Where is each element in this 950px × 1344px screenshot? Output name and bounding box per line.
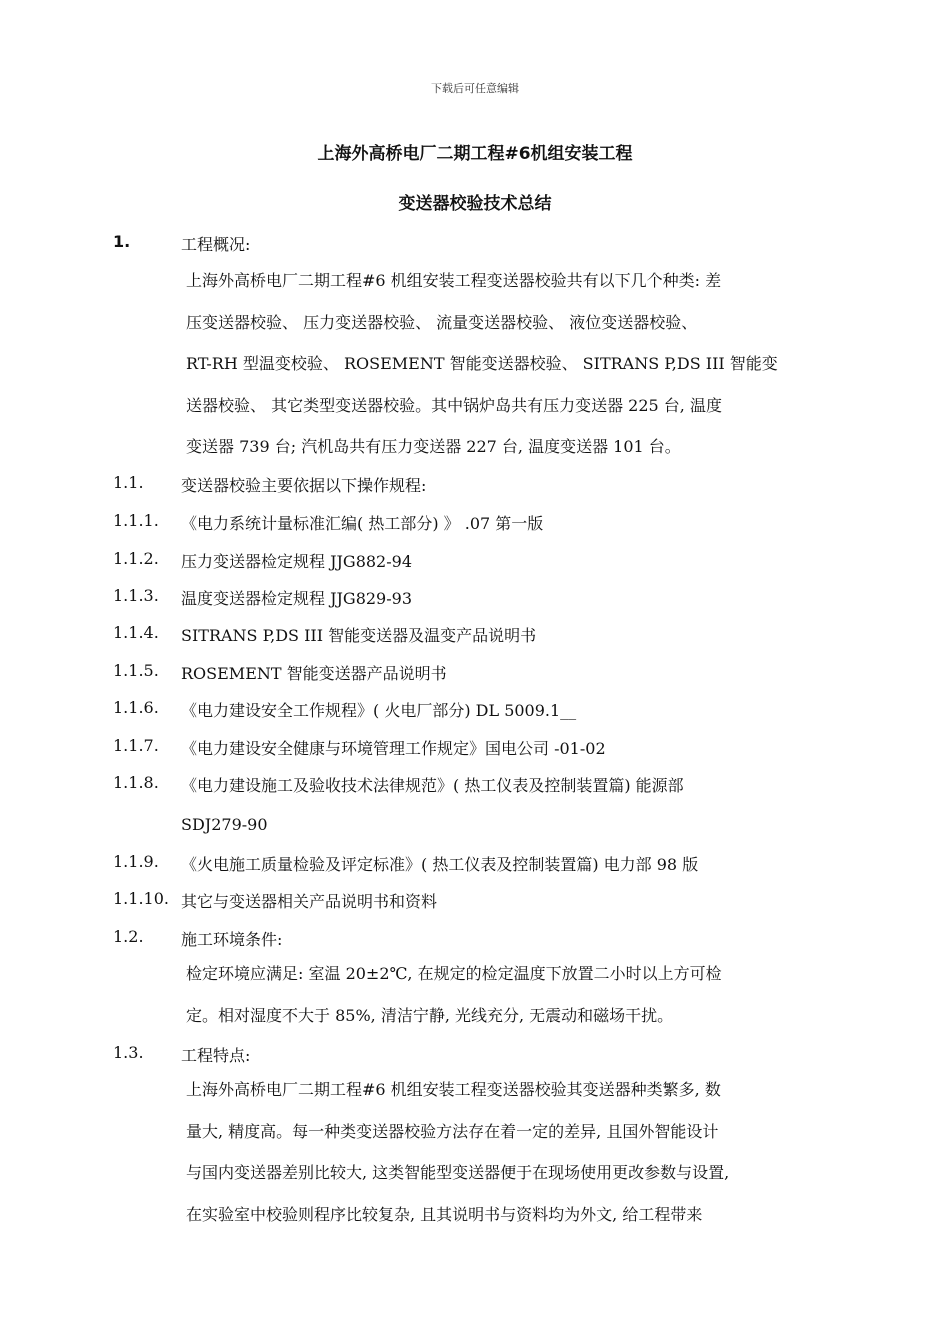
- ref-text: 《电力建设施工及验收技术法律规范》( 热工仪表及控制装置篇) 能源部: [181, 776, 684, 795]
- ref-number: 1.1.3.: [113, 586, 159, 605]
- ref-text: ROSEMENT 智能变送器产品说明书: [181, 664, 447, 683]
- para-line: 送器校验、 其它类型变送器校验。其中锅炉岛共有压力变送器 225 台, 温度: [186, 395, 722, 415]
- para-line: 压变送器校验、 压力变送器校验、 流量变送器校验、 液位变送器校验、: [186, 312, 698, 332]
- section-1-1-heading: 变送器校验主要依据以下操作规程:: [181, 476, 427, 495]
- para-line: RT-RH 型温变校验、 ROSEMENT 智能变送器校验、 SITRANS P,DS III 智能变: [186, 354, 778, 373]
- ref-number: 1.1.6.: [113, 698, 159, 717]
- para-line: 检定环境应满足: 室温 20±2℃, 在规定的检定温度下放置二小时以上方可检: [186, 964, 722, 983]
- section-1-number: 1.: [113, 232, 131, 251]
- section-1-2-number: 1.2.: [113, 927, 144, 946]
- ref-text: 《电力建设安全健康与环境管理工作规定》国电公司 -01-02: [181, 739, 606, 758]
- document-title: 上海外高桥电厂二期工程#6机组安装工程: [317, 144, 633, 164]
- ref-number: 1.1.10.: [113, 889, 169, 908]
- section-1-paragraph: [186, 260, 846, 468]
- para-line: 量大, 精度高。每一种类变送器校验方法存在着一定的差异, 且国外智能设计: [186, 1121, 719, 1141]
- ref-text: 《火电施工质量检验及评定标准》( 热工仪表及控制装置篇) 电力部 98 版: [181, 855, 699, 874]
- ref-text: 压力变送器检定规程 JJG882-94: [181, 552, 413, 571]
- para-line: 上海外高桥电厂二期工程#6 机组安装工程变送器校验其变送器种类繁多, 数: [186, 1080, 721, 1099]
- ref-text: 《电力建设安全工作规程》( 火电厂部分) DL 5009.1__: [181, 701, 577, 720]
- ref-text: 温度变送器检定规程 JJG829-93: [181, 589, 413, 608]
- ref-number: 1.1.4.: [113, 623, 159, 642]
- para-line: 在实验室中校验则程序比较复杂, 且其说明书与资料均为外文, 给工程带来: [186, 1204, 703, 1224]
- ref-text: 《电力系统计量标准汇编( 热工部分) 》 .07 第一版: [181, 514, 544, 533]
- section-1-3-number: 1.3.: [113, 1043, 144, 1062]
- document-subtitle: 变送器校验技术总结: [398, 194, 552, 214]
- ref-number: 1.1.5.: [113, 661, 159, 680]
- ref-number: 1.1.1.: [113, 511, 159, 530]
- section-1-2-heading: 施工环境条件:: [181, 930, 283, 949]
- para-line: 变送器 739 台; 汽机岛共有压力变送器 227 台, 温度变送器 101 台。: [186, 437, 681, 456]
- ref-number: 1.1.8.: [113, 773, 159, 792]
- section-1-1-number: 1.1.: [113, 473, 144, 492]
- ref-text: 其它与变送器相关产品说明书和资料: [181, 892, 438, 911]
- ref-number: 1.1.9.: [113, 852, 159, 871]
- para-line: 定。相对湿度不大于 85%, 清洁宁静, 光线充分, 无震动和磁场干扰。: [186, 1005, 674, 1025]
- ref-text-continuation: SDJ279-90: [181, 815, 268, 834]
- page-header: 下载后可任意编辑: [431, 82, 519, 95]
- section-1-2-paragraph: [186, 953, 846, 1036]
- para-line: 与国内变送器差别比较大, 这类智能型变送器便于在现场使用更改参数与设置,: [186, 1163, 730, 1182]
- section-1-heading: 工程概况:: [181, 235, 251, 254]
- para-line: 上海外高桥电厂二期工程#6 机组安装工程变送器校验共有以下几个种类: 差: [186, 271, 722, 290]
- section-1-3-heading: 工程特点:: [181, 1046, 251, 1065]
- section-1-3-paragraph: [186, 1069, 846, 1235]
- ref-text: SITRANS P,DS III 智能变送器及温变产品说明书: [181, 626, 537, 645]
- ref-number: 1.1.7.: [113, 736, 159, 755]
- ref-number: 1.1.2.: [113, 549, 159, 568]
